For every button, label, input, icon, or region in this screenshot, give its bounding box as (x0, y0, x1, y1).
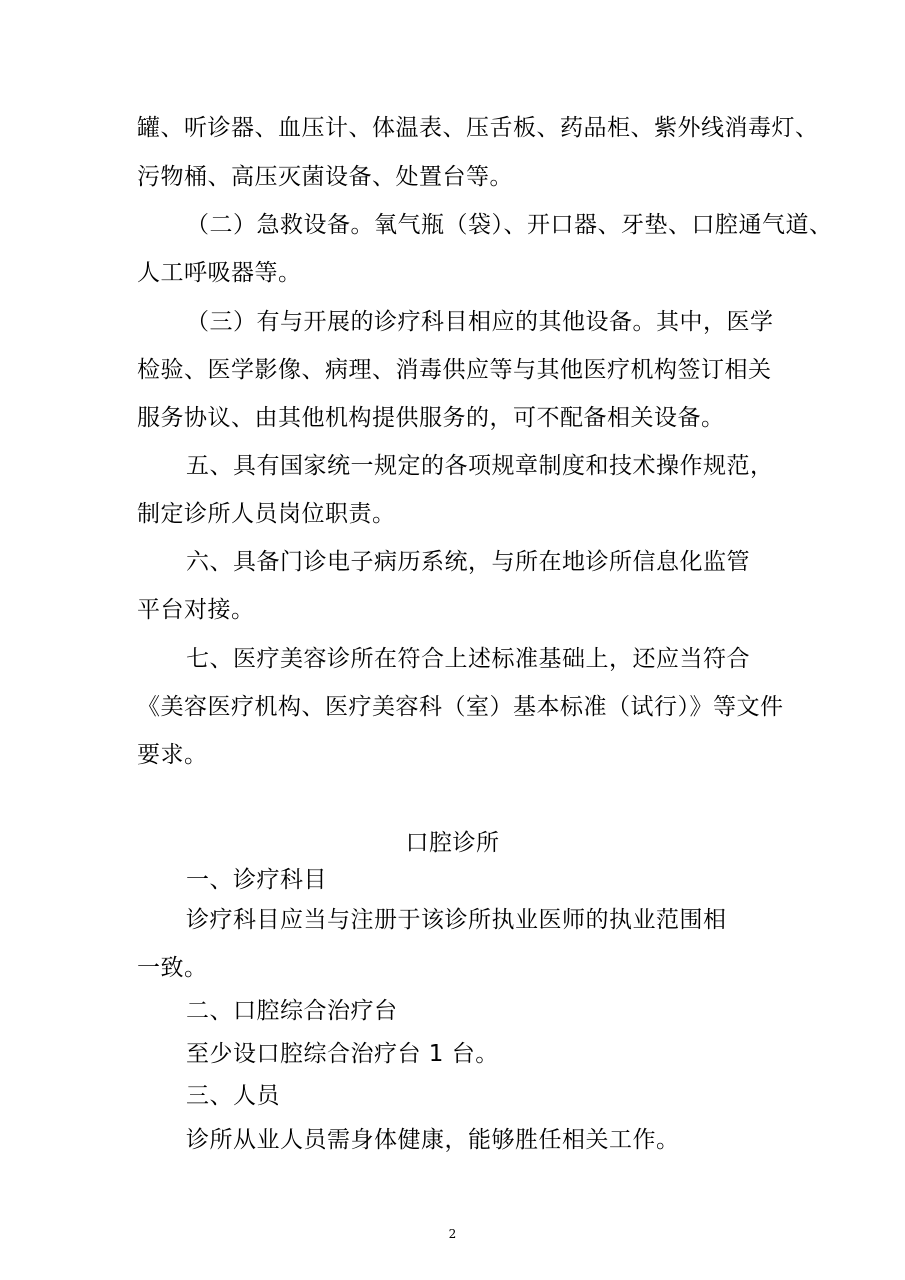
paragraph-line: 制定诊所人员岗位职责。 (137, 501, 396, 527)
paragraph-line: 《美容医疗机构、医疗美容科（室）基本标准（试行）》等文件 (137, 694, 784, 720)
paragraph-line: 诊疗科目应当与注册于该诊所执业医师的执业范围相 (186, 907, 727, 933)
paragraph-line: 至少设口腔综合治疗台 1 台。 (186, 1041, 499, 1067)
paragraph-line: 污物桶、高压灭菌设备、处置台等。 (137, 164, 513, 190)
paragraph-line: 平台对接。 (137, 597, 255, 623)
paragraph-line: 七、医疗美容诊所在符合上述标准基础上，还应当符合 (186, 646, 750, 672)
section-title: 口腔诊所 (405, 830, 500, 856)
paragraph-line: 一致。 (137, 955, 208, 981)
paragraph-line: 检验、医学影像、病理、消毒供应等与其他医疗机构签订相关 (137, 357, 772, 383)
section-heading: 二、口腔综合治疗台 (186, 998, 398, 1024)
paragraph-line: （三）有与开展的诊疗科目相应的其他设备。其中，医学 (186, 309, 774, 335)
paragraph-line: 罐、听诊器、血压计、体温表、压舌板、药品柜、紫外线消毒灯、 (137, 115, 819, 141)
paragraph-line: 六、具备门诊电子病历系统，与所在地诊所信息化监管 (186, 549, 750, 575)
paragraph-line: 诊所从业人员需身体健康，能够胜任相关工作。 (186, 1127, 680, 1153)
paragraph-line: （二）急救设备。氧气瓶（袋）、开口器、牙垫、口腔通气道、 (186, 212, 833, 238)
section-heading: 一、诊疗科目 (186, 867, 327, 893)
paragraph-line: 人工呼吸器等。 (137, 260, 302, 286)
paragraph-line: 要求。 (137, 742, 208, 768)
paragraph-line: 服务协议、由其他机构提供服务的，可不配备相关设备。 (137, 405, 725, 431)
page-number: 2 (448, 1227, 457, 1241)
paragraph-line: 五、具有国家统一规定的各项规章制度和技术操作规范， (186, 453, 774, 479)
section-heading: 三、人员 (186, 1083, 280, 1109)
